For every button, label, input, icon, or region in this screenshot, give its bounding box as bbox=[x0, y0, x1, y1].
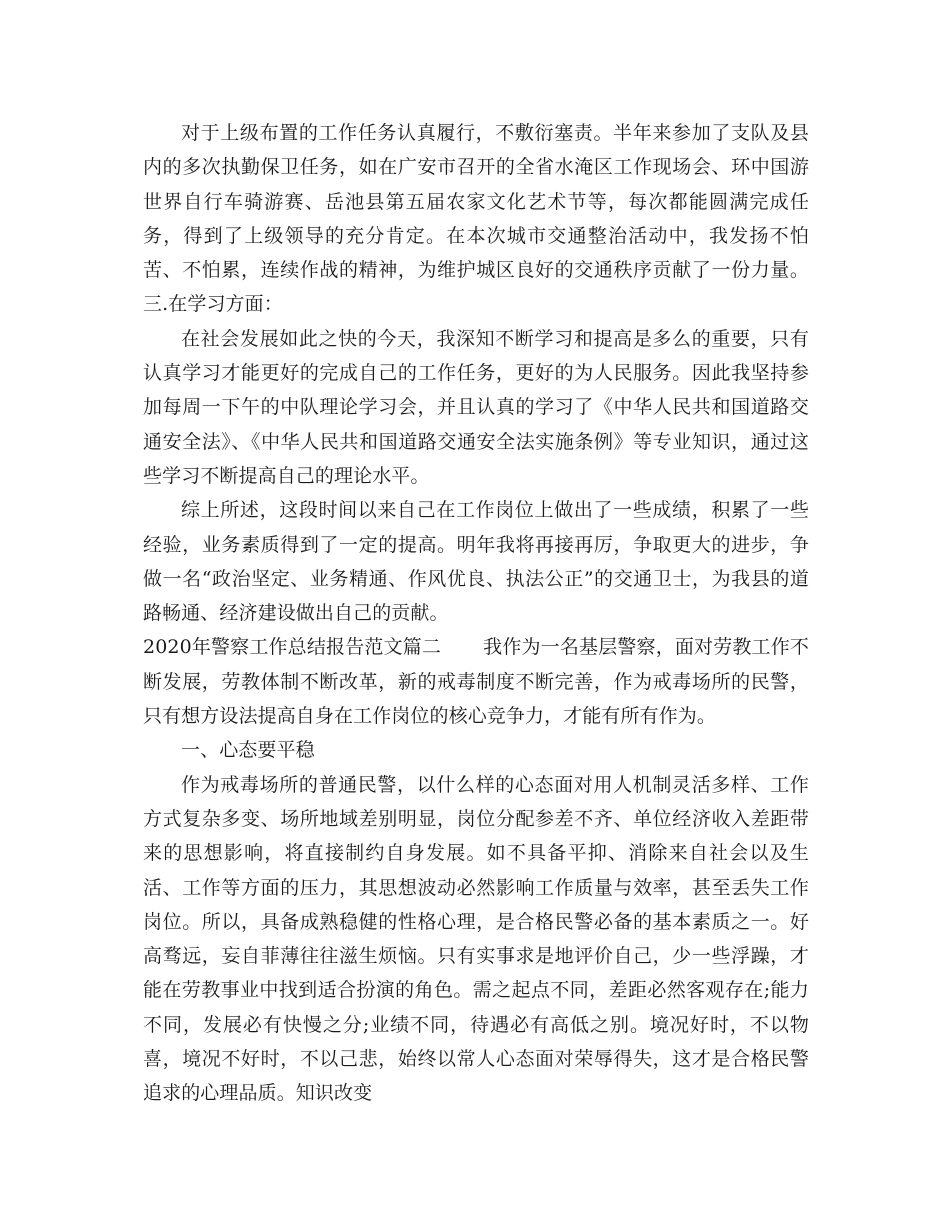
section-two-block bbox=[143, 630, 809, 733]
section-title: 2020年警察工作总结报告范文篇二 bbox=[143, 636, 442, 659]
section-intro: 我作为一名基层警察，面对劳教工作不断发展，劳教体制不断改革，新的戒毒制度不断完善，作为戒毒场所的民警，只有想方设法提高自身在工作岗位的核心竞争力，才能有所有作为。 bbox=[143, 636, 810, 728]
paragraph-mindset: 作为戒毒场所的普通民警，以什么样的心态面对用人机制灵活多样、工作方式复杂多变、场所地域差别明显，岗位分配参差不齐、单位经济收入差距带来的思想影响，将直接制约自身发展。如不具备平抑、消除来自社会以及生活、工作等方面的压力，其思想波动必然影响工作质量与效率，甚至丢失工作岗位。所以，具备成熟稳健的性格心理，是合格民警必备的基本素质之一。好高骛远，妄自菲薄往往滋生烦恼。只有实事求是地评价自己，少一些浮躁，才能在劳教事业中找到适合扮演的角色。需之起点不同，差距必然客观存在;能力不同，发展必有快慢之分;业绩不同，待遇必有高低之别。境况好时，不以物喜，境况不好时，不以己悲，始终以常人心态面对荣辱得失，这才是合格民警追求的心理品质。知识改变 bbox=[143, 773, 809, 1105]
paragraph-study: 在社会发展如此之快的今天，我深知不断学习和提高是多么的重要，只有认真学习才能更好的完成自己的工作任务，更好的为人民服务。因此我坚持参加每周一下午的中队理论学习会，并且认真的学习了《中华人民共和国道路交通安全法》、《中华人民共和国道路交通安全法实施条例》等专业知识，通过这些学习不断提高自己的理论水平。 bbox=[143, 327, 809, 487]
document-body bbox=[143, 116, 809, 1111]
paragraph-duty-performance: 对于上级布置的工作任务认真履行，不敷衍塞责。半年来参加了支队及县内的多次执勤保卫任务，如在广安市召开的全省水淹区工作现场会、环中国游世界自行车骑游赛、岳池县第五届农家文化艺术节等，每次都能圆满完成任务，得到了上级领导的充分肯定。在本次城市交通整治活动中，我发扬不怕苦、不怕累，连续作战的精神，为维护城区良好的交通秩序贡献了一份力量。三.在学习方面： bbox=[143, 122, 809, 316]
sub-heading-mindset: 一、心态要平稳 bbox=[181, 739, 315, 762]
paragraph-summary: 综上所述，这段时间以来自己在工作岗位上做出了一些成绩，积累了一些经验，业务素质得到了一定的提高。明年我将再接再厉，争取更大的进步，争做一名“政治坚定、业务精通、作风优良、执法公正”的交通卫士，为我县的道路畅通、经济建设做出自己的贡献。 bbox=[143, 499, 809, 625]
